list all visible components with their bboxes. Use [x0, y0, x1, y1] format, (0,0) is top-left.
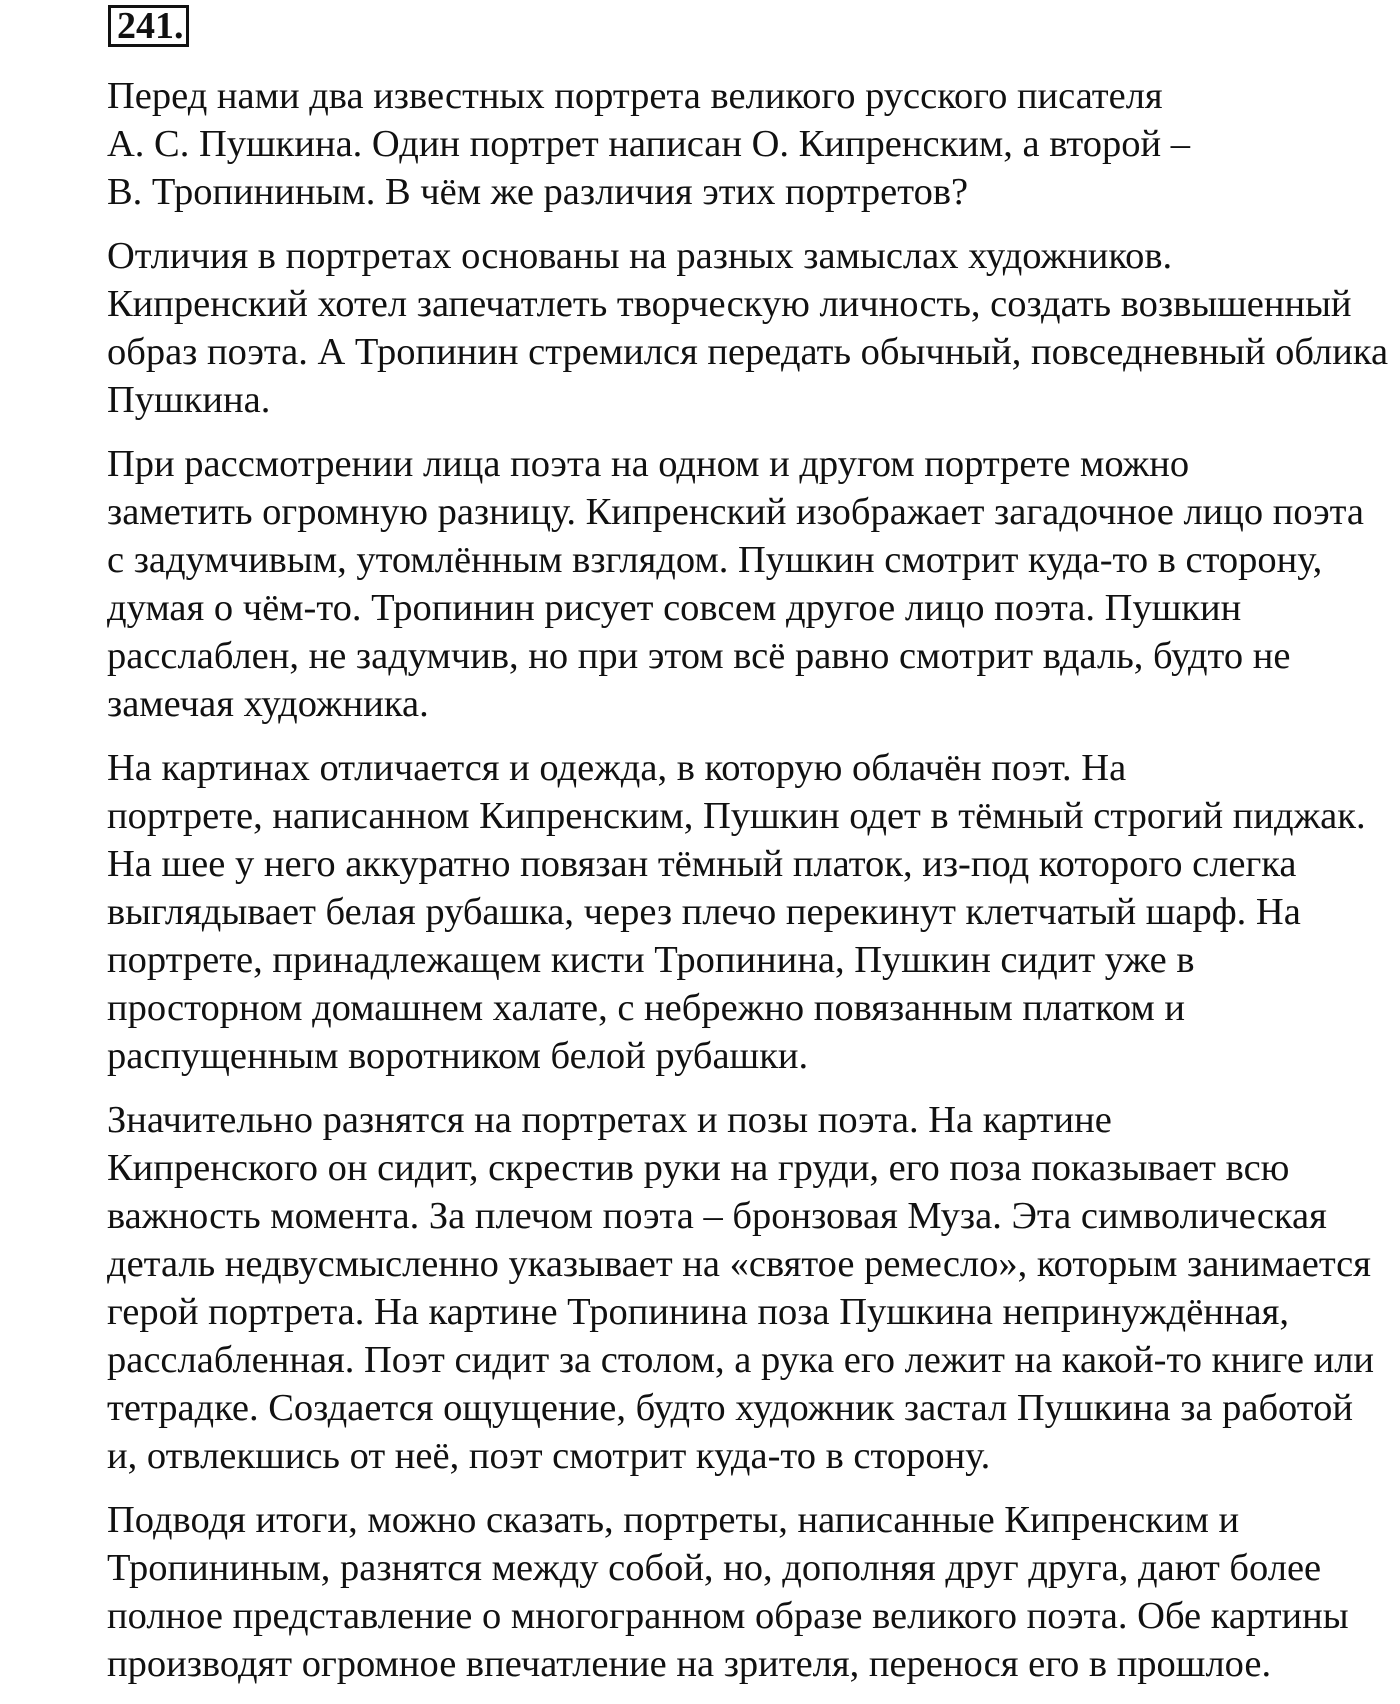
paragraph [6, 440, 1398, 728]
text-line: Пушкина. [107, 379, 271, 421]
text-line: с задумчивым, утомлённым взглядом. Пушкин смотрит куда-то в сторону, [107, 539, 1323, 581]
text-line: распущенным воротником белой рубашки. [107, 1035, 809, 1077]
exercise-number-box [108, 5, 189, 47]
text-line: и, отвлекшись от неё, поэт смотрит куда-то в сторону. [107, 1435, 991, 1477]
text-line: На шее у него аккуратно повязан тёмный платок, из-под которого слегка [107, 843, 1297, 885]
text-line: образ поэта. А Тропинин стремился передать обычный, повседневный облика [107, 331, 1389, 373]
text-line: герой портрета. На картине Тропинина поза Пушкина непринуждённая, [107, 1291, 1289, 1333]
text-line: портрете, принадлежащем кисти Тропинина, Пушкин сидит уже в [107, 939, 1195, 981]
text-line: расслаблен, не задумчив, но при этом всё равно смотрит вдаль, будто не [107, 635, 1291, 677]
text-line: деталь недвусмысленно указывает на «святое ремесло», которым занимается [107, 1243, 1371, 1285]
text-line: Отличия в портретах основаны на разных замыслах художников. [107, 235, 1173, 277]
text-line: Кипренского он сидит, скрестив руки на груди, его поза показывает всю [107, 1147, 1290, 1189]
paragraph [6, 1096, 1398, 1480]
text-line: Кипренский хотел запечатлеть творческую личность, создать возвышенный [107, 283, 1352, 325]
text-line: заметить огромную разницу. Кипренский изображает загадочное лицо поэта [107, 491, 1364, 533]
paragraph [6, 744, 1398, 1080]
paragraph [6, 232, 1398, 424]
exercise-number: 241 [117, 5, 174, 47]
text-line: Значительно разнятся на портретах и позы поэта. На картине [107, 1099, 1112, 1141]
text-line: думая о чём-то. Тропинин рисует совсем другое лицо поэта. Пушкин [107, 587, 1242, 629]
text-line: Подводя итоги, можно сказать, портреты, написанные Кипренским и [107, 1499, 1240, 1541]
text-line: выглядывает белая рубашка, через плечо перекинут клетчатый шарф. На [107, 891, 1301, 933]
text-line: замечая художника. [107, 683, 429, 725]
text-line: полное представление о многогранном образе великого поэта. Обе картины [107, 1595, 1349, 1637]
text-line: производят огромное впечатление на зрителя, перенося его в прошлое. [107, 1643, 1272, 1685]
text-line: портрете, написанном Кипренским, Пушкин одет в тёмный строгий пиджак. [107, 795, 1366, 837]
text-line: В. Тропининым. В чём же различия этих портретов? [107, 171, 969, 213]
exercise-header [108, 4, 189, 48]
paragraph [6, 72, 1398, 216]
paragraph [6, 1496, 1398, 1688]
text-line: Тропининым, разнятся между собой, но, дополняя друг друга, дают более [107, 1547, 1322, 1589]
text-line: тетрадке. Создается ощущение, будто художник застал Пушкина за работой [107, 1387, 1353, 1429]
essay-text [6, 72, 1398, 1704]
text-line: На картинах отличается и одежда, в которую облачён поэт. На [107, 747, 1127, 789]
exercise-number-dot: . [174, 5, 184, 47]
text-line: А. С. Пушкина. Один портрет написан О. Кипренским, а второй – [107, 123, 1190, 165]
text-line: Перед нами два известных портрета великого русского писателя [107, 75, 1163, 117]
text-line: При рассмотрении лица поэта на одном и другом портрете можно [107, 443, 1190, 485]
text-line: просторном домашнем халате, с небрежно повязанным платком и [107, 987, 1185, 1029]
text-line: важность момента. За плечом поэта – бронзовая Муза. Эта символическая [107, 1195, 1327, 1237]
text-line: расслабленная. Поэт сидит за столом, а рука его лежит на какой-то книге или [107, 1339, 1375, 1381]
